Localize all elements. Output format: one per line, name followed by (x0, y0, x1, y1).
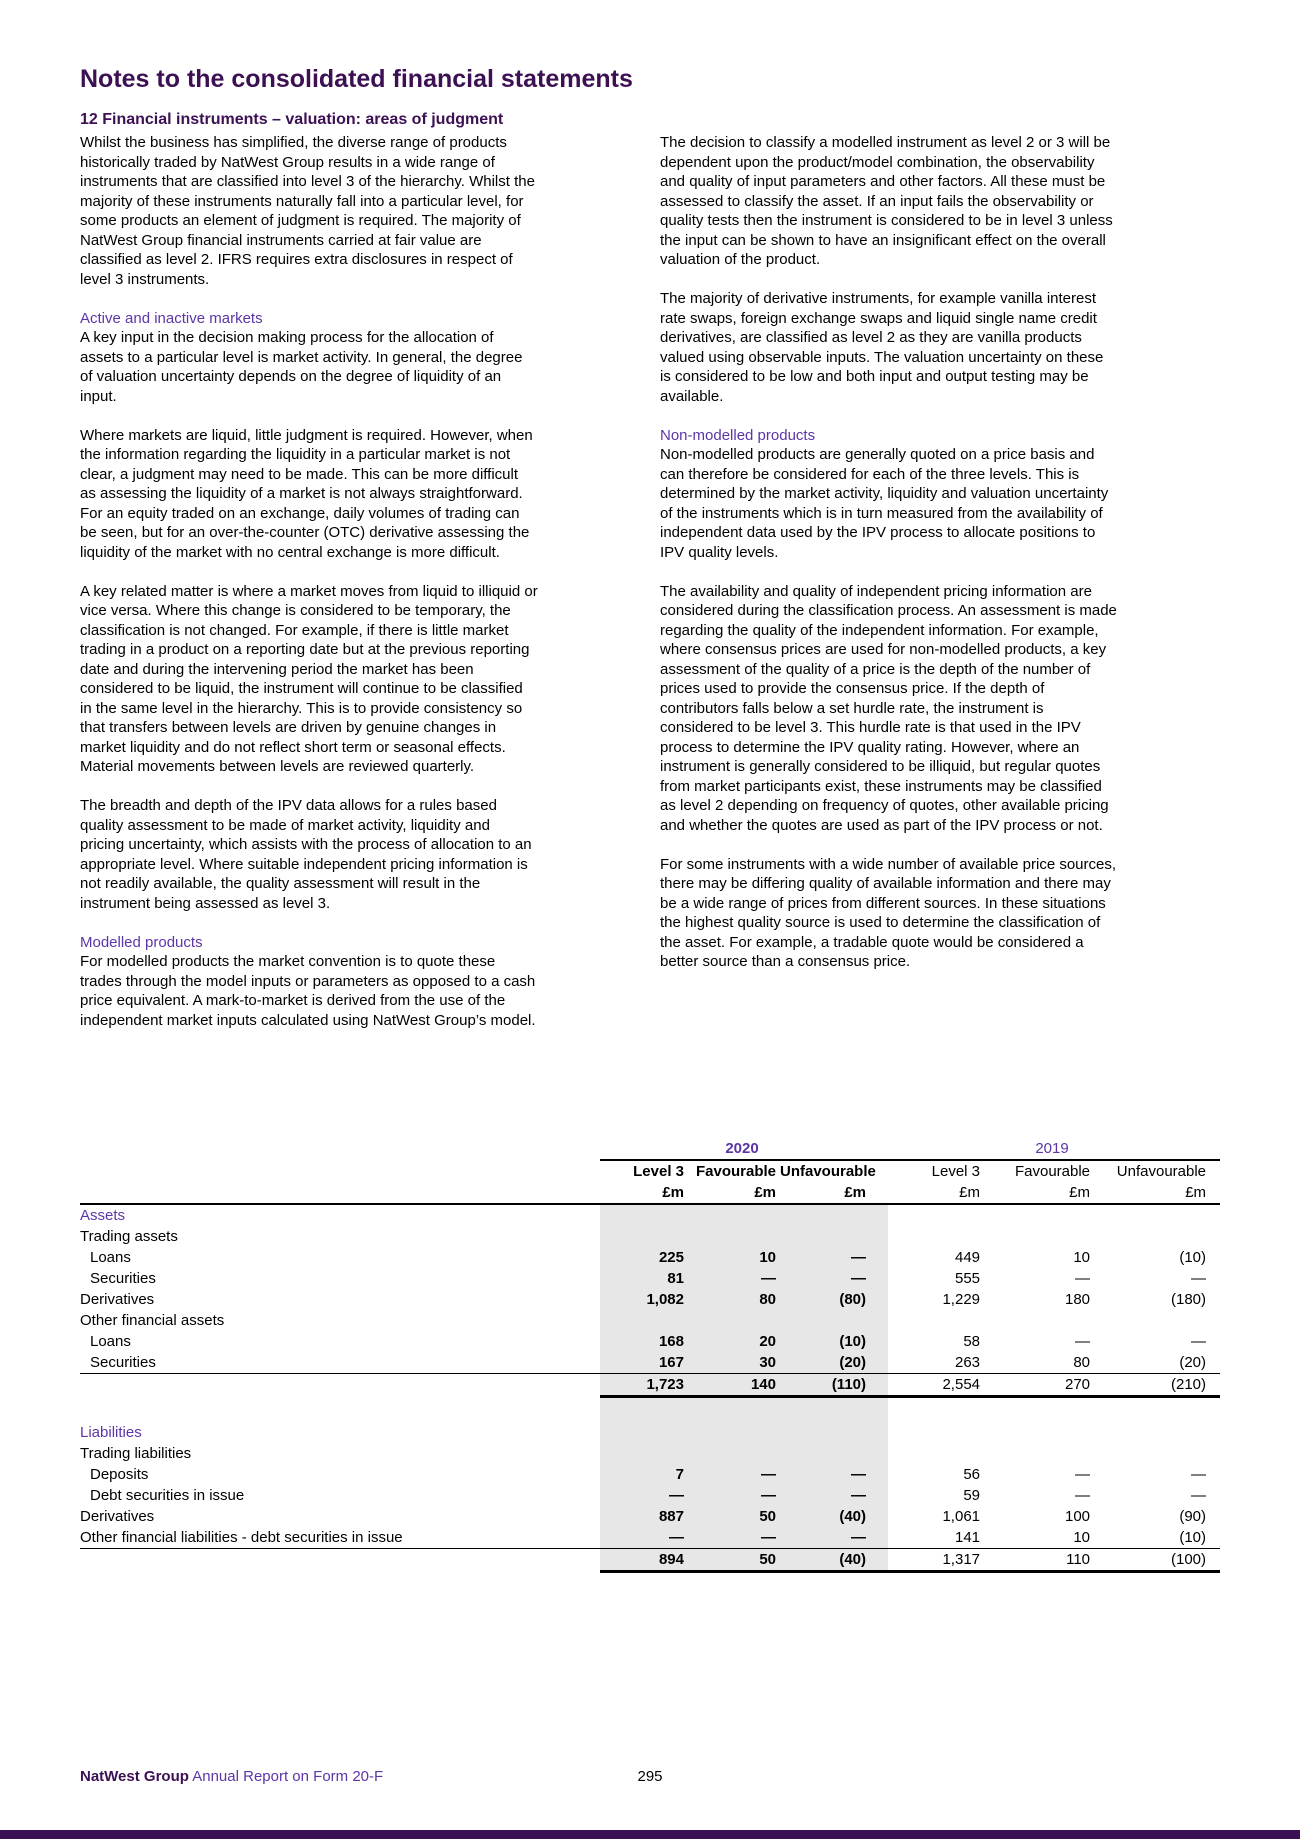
cell: 263 (954, 1354, 981, 1371)
row-label (80, 1549, 600, 1572)
sensitivity-table (80, 1138, 1220, 1573)
cell (600, 1204, 688, 1226)
col-header-unfavourable-2019: Unfavourable (1116, 1163, 1207, 1180)
table-row (80, 1485, 1220, 1506)
row-label (80, 1397, 600, 1423)
cell: (10) (780, 1331, 888, 1352)
cell: (40) (780, 1549, 888, 1572)
paragraph: A key related matter is where a market moves from liquid to illiquid or vice versa. Where this change is considered to be temporary, the classification is not changed. For example, if there is little market trading in a product on a reporting date but at the previous reporting date and during the intervening period the market has been considered to be liquid, the instrument will continue to be classified in the same level in the hierarchy. This is to provide consistency so that transfers between levels are driven by genuine changes in market liquidity and do not reflect short term or seasonal effects. Material movements between levels are reviewed quarterly. (80, 582, 538, 775)
row-label: Assets (80, 1207, 126, 1224)
cell (1110, 1443, 1220, 1464)
subheading-active-inactive-markets: Active and inactive markets (80, 309, 263, 327)
unit-label: £m (600, 1182, 688, 1204)
footer-brand: NatWest Group (80, 1768, 189, 1785)
unit-label: £m (1000, 1182, 1110, 1204)
row-label (80, 1374, 600, 1397)
paragraph: The majority of derivative instruments, for example vanilla interest rate swaps, foreign exchange swaps and liquid single name credit derivatives, are classified as level 2 as they are vanilla products valued using observable inputs. The valuation uncertainty on these is considered to be low and both input and output testing may be available. (660, 290, 1104, 405)
row-label: Loans (90, 1333, 131, 1350)
year-2019-label: 2019 (888, 1138, 1220, 1160)
cell: (20) (780, 1352, 888, 1374)
col-header-unfavourable-2020: Unfavourable (780, 1163, 876, 1180)
cell: 58 (963, 1333, 981, 1350)
cell: (180) (1171, 1291, 1207, 1308)
table-row (80, 1352, 1220, 1374)
cell: (110) (780, 1374, 888, 1397)
column-header-row (80, 1160, 1220, 1182)
table-row (80, 1226, 1220, 1247)
cell: — (1075, 1270, 1091, 1287)
cell (600, 1443, 688, 1464)
cell: 1,229 (942, 1291, 981, 1308)
footer-report-title: Annual Report on Form 20-F (188, 1768, 384, 1785)
table-body (80, 1204, 1220, 1572)
paragraph: Non-modelled products are generally quoted on a price basis and can therefore be considered for each of the three levels. This is determined by the market activity, liquidity and valuation uncertainty of the instruments which is in turn measured from the availability of independent data used by the IPV process to allocate positions to IPV quality levels. (660, 446, 1109, 561)
cell: 56 (963, 1466, 981, 1483)
subheading-non-modelled-products: Non-modelled products (660, 426, 816, 444)
cell (780, 1310, 888, 1331)
cell: 100 (1064, 1508, 1091, 1525)
cell: — (1191, 1333, 1207, 1350)
cell: 30 (688, 1352, 780, 1374)
table-row (80, 1289, 1220, 1310)
unit-row (80, 1182, 1220, 1204)
year-2020-label: 2020 (600, 1138, 888, 1160)
section-heading-row (80, 1204, 1220, 1226)
table-row (80, 1527, 1220, 1549)
cell (888, 1397, 1000, 1423)
cell: — (780, 1247, 888, 1268)
cell: — (688, 1268, 780, 1289)
unit-label: £m (688, 1182, 780, 1204)
cell (1110, 1226, 1220, 1247)
cell (1110, 1204, 1220, 1226)
table-row (80, 1506, 1220, 1527)
cell (888, 1422, 1000, 1443)
row-label: Securities (90, 1270, 156, 1287)
left-column (80, 133, 538, 1050)
cell (1000, 1397, 1110, 1423)
row-label: Liabilities (80, 1424, 142, 1441)
cell (1000, 1422, 1110, 1443)
row-label: Other financial liabilities - debt securities in issue (80, 1529, 403, 1546)
cell (1000, 1204, 1110, 1226)
cell: — (1191, 1466, 1207, 1483)
col-header-favourable-2019: Favourable (1014, 1163, 1091, 1180)
table-row (80, 1331, 1220, 1352)
cell: 2,554 (888, 1374, 1000, 1397)
note-heading: 12 Financial instruments – valuation: areas of judgment (80, 111, 504, 128)
row-label: Deposits (90, 1466, 149, 1483)
cell: 270 (1000, 1374, 1110, 1397)
cell (780, 1422, 888, 1443)
year-row (80, 1138, 1220, 1160)
cell: — (1191, 1487, 1207, 1504)
cell: — (1075, 1487, 1091, 1504)
cell (888, 1443, 1000, 1464)
paragraph: Where markets are liquid, little judgment is required. However, when the information regarding the liquidity in a particular market is not clear, a judgment may need to be made. This can be more difficult as assessing the liquidity of a market is not always straightforward. For an equity traded on an exchange, daily volumes of trading can be seen, but for an over-the-counter (OTC) derivative assessing the liquidity of the market with no central exchange is more difficult. (80, 426, 533, 561)
cell: 59 (963, 1487, 981, 1504)
cell (1000, 1310, 1110, 1331)
cell: (10) (1179, 1249, 1207, 1266)
col-header-favourable-2020: Favourable (695, 1163, 776, 1180)
paragraph: Whilst the business has simplified, the diverse range of products historically traded by NatWest Group results in a wide range of instruments that are classified into level 3 of the hierarchy. Whilst the majority of these instruments naturally fall into a particular level, for some products an element of judgment is required. The majority of NatWest Group financial instruments carried at fair value are classified as level 2. IFRS requires extra disclosures in respect of level 3 instruments. (80, 134, 535, 288)
cell: — (1075, 1466, 1091, 1483)
cell (888, 1226, 1000, 1247)
row-label: Securities (90, 1354, 156, 1371)
cell (688, 1226, 780, 1247)
cell (600, 1310, 688, 1331)
cell: (10) (1179, 1529, 1207, 1546)
cell: — (780, 1527, 888, 1549)
row-label: Trading liabilities (80, 1445, 192, 1462)
cell: 10 (1073, 1529, 1091, 1546)
cell: 140 (688, 1374, 780, 1397)
cell (1000, 1443, 1110, 1464)
cell: 1,082 (600, 1289, 688, 1310)
cell (688, 1443, 780, 1464)
paragraph: The breadth and depth of the IPV data allows for a rules based quality assessment to be made of market activity, liquidity and pricing uncertainty, which assists with the process of allocation to an appropriate level. Where suitable independent pricing information is not readily available, the quality assessment will result in the instrument being assessed as level 3. (80, 797, 532, 912)
cell: 168 (600, 1331, 688, 1352)
cell: 1,061 (942, 1508, 981, 1525)
cell: 81 (600, 1268, 688, 1289)
two-column-body (80, 133, 1220, 1050)
subheading-modelled-products: Modelled products (80, 933, 203, 951)
table-row (80, 1443, 1220, 1464)
cell (1000, 1226, 1110, 1247)
cell: 225 (600, 1247, 688, 1268)
cell: 887 (600, 1506, 688, 1527)
cell (1110, 1310, 1220, 1331)
row-label: Trading assets (80, 1228, 178, 1245)
row-label: Other financial assets (80, 1312, 225, 1329)
paragraph: For some instruments with a wide number of available price sources, there may be differing quality of available information and there may be a wide range of prices from different sources. In these situations the highest quality source is used to determine the classification of the asset. For example, a tradable quote would be considered a better source than a consensus price. (660, 855, 1117, 970)
col-header-level3-2020: Level 3 (633, 1163, 684, 1180)
cell: 10 (688, 1247, 780, 1268)
spacer-row (80, 1397, 1220, 1423)
cell: 555 (954, 1270, 981, 1287)
unit-label: £m (888, 1182, 1000, 1204)
cell: 10 (1073, 1249, 1091, 1266)
paragraph: The decision to classify a modelled instrument as level 2 or 3 will be dependent upon the product/model combination, the observability and quality of input parameters and other factors. All these must be assessed to classify the asset. If an input fails the observability or quality tests then the instrument is considered to be in level 3 unless the input can be shown to have an insignificant effect on the overall valuation of the product. (660, 134, 1113, 268)
cell: (90) (1179, 1508, 1207, 1525)
cell (780, 1204, 888, 1226)
cell (780, 1443, 888, 1464)
cell: — (688, 1485, 780, 1506)
row-label: Loans (90, 1249, 131, 1266)
table-row (80, 1310, 1220, 1331)
right-column (660, 133, 1118, 1050)
col-header-level3-2019: Level 3 (931, 1163, 981, 1180)
cell (688, 1310, 780, 1331)
cell (600, 1397, 688, 1423)
cell: 50 (688, 1506, 780, 1527)
cell (688, 1422, 780, 1443)
cell: 80 (688, 1289, 780, 1310)
cell: — (600, 1485, 688, 1506)
total-row (80, 1549, 1220, 1572)
cell (688, 1204, 780, 1226)
cell: 1,317 (888, 1549, 1000, 1572)
bottom-accent-bar (0, 1830, 1300, 1839)
cell: — (780, 1485, 888, 1506)
cell: — (600, 1527, 688, 1549)
cell: (210) (1110, 1374, 1220, 1397)
cell (888, 1204, 1000, 1226)
cell: 141 (954, 1529, 981, 1546)
cell (688, 1397, 780, 1423)
cell: 1,723 (600, 1374, 688, 1397)
cell (780, 1226, 888, 1247)
table-row (80, 1247, 1220, 1268)
cell: — (780, 1464, 888, 1485)
cell: 110 (1000, 1549, 1110, 1572)
cell: 894 (600, 1549, 688, 1572)
table-row (80, 1464, 1220, 1485)
page-number: 295 (637, 1768, 663, 1785)
unit-label: £m (780, 1182, 888, 1204)
cell: (80) (780, 1289, 888, 1310)
cell: — (1075, 1333, 1091, 1350)
paragraph: The availability and quality of independent pricing information are considered during the classification process. An assessment is made regarding the quality of the independent information. For example, where consensus prices are used for non-modelled products, a key assessment of the quality of a price is the depth of the number of prices used to provide the consensus price. If the depth of contributors falls below a set hurdle rate, the instrument is considered to be level 3. This hurdle rate is that used in the IPV process to determine the IPV quality rating. However, where an instrument is generally considered to be illiquid, but regular quotes from market participants exist, these instruments may be classified as level 2 depending on frequency of quotes, other available pricing and whether the quotes are used as part of the IPV process or not. (660, 582, 1117, 834)
cell: 20 (688, 1331, 780, 1352)
cell (600, 1226, 688, 1247)
cell: 80 (1073, 1354, 1091, 1371)
row-label: Debt securities in issue (90, 1487, 245, 1504)
row-label: Derivatives (80, 1508, 155, 1525)
paragraph: For modelled products the market convention is to quote these trades through the model inputs or parameters as opposed to a cash price equivalent. A mark-to-market is derived from the use of the independent market inputs calculated using NatWest Group’s model. (80, 953, 536, 1029)
cell: — (688, 1527, 780, 1549)
cell: — (1191, 1270, 1207, 1287)
cell (600, 1422, 688, 1443)
cell: (40) (780, 1506, 888, 1527)
cell: — (780, 1268, 888, 1289)
cell: (100) (1110, 1549, 1220, 1572)
page-title: Notes to the consolidated financial statements (80, 65, 633, 93)
unit-label: £m (1110, 1182, 1220, 1204)
paragraph: A key input in the decision making process for the allocation of assets to a particular level is market activity. In general, the degree of valuation uncertainty depends on the degree of liquidity of an input. (80, 329, 523, 405)
row-label: Derivatives (80, 1291, 155, 1308)
cell (780, 1397, 888, 1423)
total-row (80, 1374, 1220, 1397)
cell: 50 (688, 1549, 780, 1572)
cell: 167 (600, 1352, 688, 1374)
cell: — (688, 1464, 780, 1485)
cell (1110, 1422, 1220, 1443)
cell: 7 (600, 1464, 688, 1485)
cell: 449 (954, 1249, 981, 1266)
cell (1110, 1397, 1220, 1423)
cell (888, 1310, 1000, 1331)
cell: (20) (1179, 1354, 1207, 1371)
cell: 180 (1064, 1291, 1091, 1308)
table-row (80, 1268, 1220, 1289)
section-heading-row (80, 1422, 1220, 1443)
